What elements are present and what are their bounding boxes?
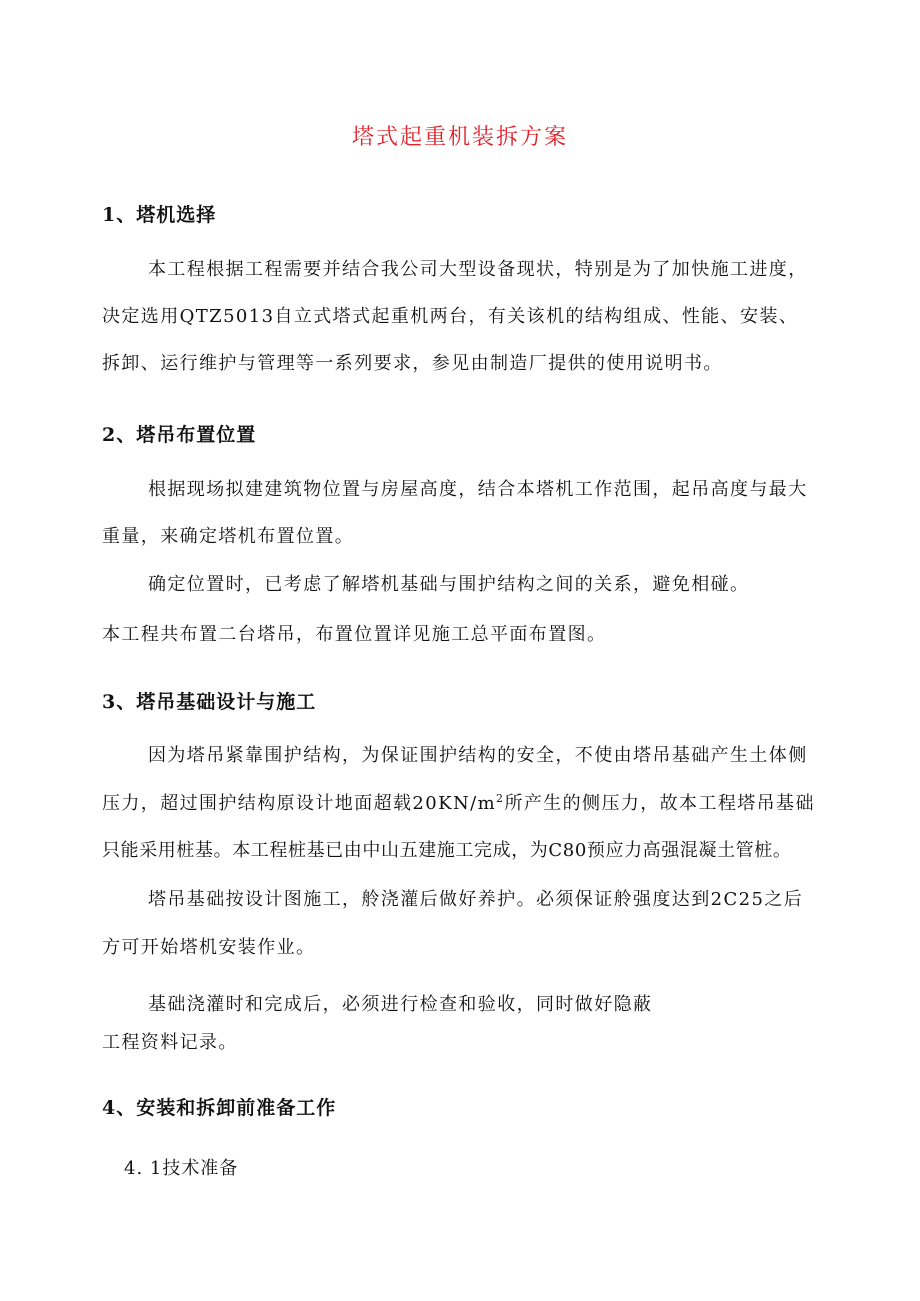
- paragraph-line: 本工程根据工程需要并结合我公司大型设备现状，特别是为了加快施工进度，: [148, 259, 808, 280]
- paragraph-line: 方可开始塔机安装作业。: [102, 937, 316, 958]
- paragraph-line: 基础浇灌时和完成后，必须进行检查和验收，同时做好隐蔽: [148, 994, 653, 1015]
- paragraph-line: 根据现场拟建建筑物位置与房屋高度，结合本塔机工作范围，起吊高度与最大: [148, 479, 808, 500]
- section-heading-2: 2、塔吊布置位置: [102, 424, 257, 446]
- paragraph-line: 拆卸、运行维护与管理等一系列要求，参见由制造厂提供的使用说明书。: [102, 353, 723, 374]
- paragraph-line: 重量，来确定塔机布置位置。: [102, 526, 355, 547]
- paragraph-line: 工程资料记录。: [102, 1032, 238, 1053]
- superscript: 2: [496, 792, 505, 805]
- paragraph-line: 因为塔吊紧靠围护结构，为保证围护结构的安全，不使由塔吊基础产生土体侧: [148, 745, 808, 766]
- subsection-heading: 4. 1技术准备: [124, 1158, 239, 1179]
- section-heading-3: 3、塔吊基础设计与施工: [102, 691, 317, 713]
- paragraph-line: 决定选用QTZ5013自立式塔式起重机两台，有关该机的结构组成、性能、安装、: [102, 306, 799, 327]
- section-heading-1: 1、塔机选择: [102, 204, 217, 226]
- section-heading-4: 4、安装和拆卸前准备工作: [102, 1097, 337, 1119]
- paragraph-line: 塔吊基础按设计图施工，舲浇灌后做好养护。必须保证舲强度达到2C25之后: [148, 889, 804, 910]
- paragraph-line: 本工程共布置二台塔吊，布置位置详见施工总平面布置图。: [102, 624, 607, 645]
- paragraph-text: 压力，超过围护结构原设计地面超载20KN/m: [102, 793, 497, 814]
- paragraph-line: 确定位置时，已考虑了解塔机基础与围护结构之间的关系，避免相碰。: [148, 574, 750, 595]
- paragraph-line: [102, 789, 815, 815]
- document-title: 塔式起重机装拆方案: [351, 125, 568, 150]
- paragraph-line: 只能采用桩基。本工程桩基已由中山五建施工完成，为C80预应力高强混凝土管桩。: [102, 840, 792, 861]
- paragraph-text: 所产生的侧压力，故本工程塔吊基础: [504, 793, 815, 814]
